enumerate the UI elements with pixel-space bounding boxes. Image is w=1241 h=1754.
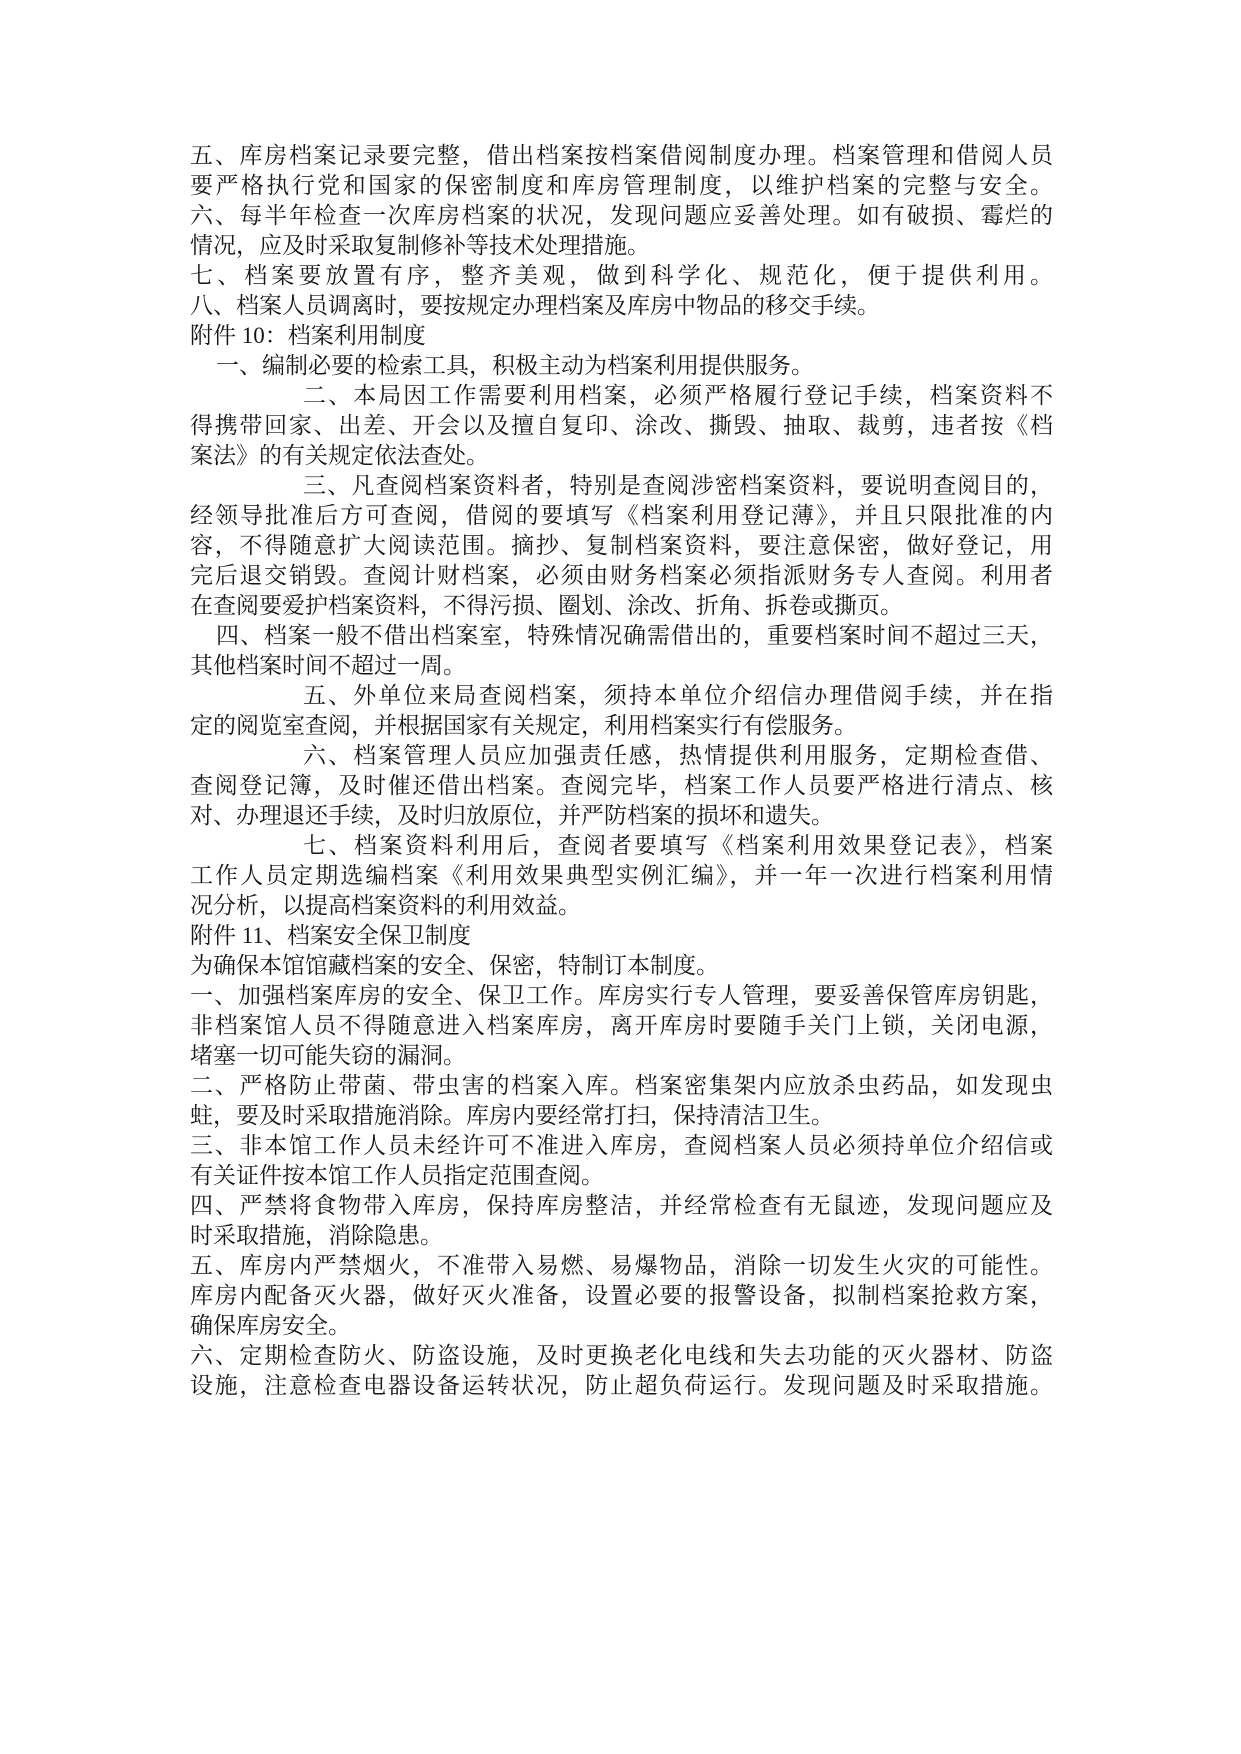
text-line: 时采取措施，消除隐患。 [190,1223,443,1248]
text-line: 一、加强档案库房的安全、保卫工作。库房实行专人管理，要妥善保管库房钥匙， [190,983,1053,1008]
text-line: 堵塞一切可能失窃的漏洞。 [190,1043,466,1068]
text-line: 容，不得随意扩大阅读范围。摘抄、复制档案资料，要注意保密，做好登记，用 [190,533,1053,558]
text-line: 非档案馆人员不得随意进入档案库房，离开库房时要随手关门上锁，关闭电源， [190,1013,1053,1038]
text-line: 工作人员定期选编档案《利用效果典型实例汇编》，并一年一次进行档案利用情 [190,863,1053,888]
text-line: 一、编制必要的检索工具，积极主动为档案利用提供服务。 [216,353,814,378]
text-line: 为确保本馆馆藏档案的安全、保密，特制订本制度。 [190,953,719,978]
text-line: 案法》的有关规定依法查处。 [190,443,489,468]
text-line: 四、档案一般不借出档案室，特殊情况确需借出的，重要档案时间不超过三天， [216,623,1053,648]
text-line: 四、严禁将食物带入库房，保持库房整洁，并经常检查有无鼠迹，发现问题应及 [190,1193,1053,1218]
text-line: 六、定期检查防火、防盗设施，及时更换老化电线和失去功能的灭火器材、防盗 [190,1343,1053,1368]
text-line: 五、库房档案记录要完整，借出档案按档案借阅制度办理。档案管理和借阅人员 [190,143,1053,168]
text-line: 有关证件按本馆工作人员指定范围查阅。 [190,1163,604,1188]
text-line: 七、档案资料利用后，查阅者要填写《档案利用效果登记表》，档案 [303,833,1053,858]
text-line: 二、严格防止带菌、带虫害的档案入库。档案密集架内应放杀虫药品，如发现虫 [190,1073,1053,1098]
text-line: 完后退交销毁。查阅计财档案，必须由财务档案必须指派财务专人查阅。利用者 [190,563,1053,588]
text-line: 蛀，要及时采取措施消除。库房内要经常打扫，保持清洁卫生。 [190,1103,834,1128]
text-line: 要严格执行党和国家的保密制度和库房管理制度，以维护档案的完整与安全。 [190,173,1053,198]
text-line: 六、档案管理人员应加强责任感，热情提供利用服务，定期检查借、 [303,743,1053,768]
text-line: 设施，注意检查电器设备运转状况，防止超负荷运行。发现问题及时采取措施。 [190,1373,1053,1398]
attachment-11-heading: 附件 11、档案安全保卫制度 [190,923,471,948]
text-line: 六、每半年检查一次库房档案的状况，发现问题应妥善处理。如有破损、霉烂的 [190,203,1053,228]
text-line: 在查阅要爱护档案资料，不得污损、圈划、涂改、折角、拆卷或撕页。 [190,593,903,618]
text-line: 确保库房安全。 [190,1313,351,1338]
text-line: 八、档案人员调离时，要按规定办理档案及库房中物品的移交手续。 [190,293,880,318]
text-line: 二、本局因工作需要利用档案，必须严格履行登记手续，档案资料不 [303,383,1053,408]
text-line: 对、办理退还手续，及时归放原位，并严防档案的损坏和遗失。 [190,803,834,828]
text-line: 况分析，以提高档案资料的利用效益。 [190,893,581,918]
text-line: 定的阅览室查阅，并根据国家有关规定，利用档案实行有偿服务。 [190,713,857,738]
text-line: 其他档案时间不超过一周。 [190,653,466,678]
text-line: 七、档案要放置有序，整齐美观，做到科学化、规范化，便于提供利用。 [190,263,1053,288]
text-line: 得携带回家、出差、开会以及擅自复印、涂改、撕毁、抽取、裁剪，违者按《档 [190,413,1053,438]
document-body [190,141,1053,1401]
text-line: 五、库房内严禁烟火，不准带入易燃、易爆物品，消除一切发生火灾的可能性。 [190,1253,1053,1278]
text-line: 三、非本馆工作人员未经许可不准进入库房，查阅档案人员必须持单位介绍信或 [190,1133,1053,1158]
text-line: 情况，应及时采取复制修补等技术处理措施。 [190,233,650,258]
text-line: 经领导批准后方可查阅，借阅的要填写《档案利用登记薄》，并且只限批准的内 [190,503,1053,528]
text-line: 查阅登记簿，及时催还借出档案。查阅完毕，档案工作人员要严格进行清点、核 [190,773,1053,798]
attachment-10-heading: 附件 10：档案利用制度 [190,323,426,348]
text-line: 库房内配备灭火器，做好灭火准备，设置必要的报警设备，拟制档案抢救方案， [190,1283,1053,1308]
text-line: 五、外单位来局查阅档案，须持本单位介绍信办理借阅手续，并在指 [303,683,1053,708]
text-line: 三、凡查阅档案资料者，特别是查阅涉密档案资料，要说明查阅目的， [303,473,1053,498]
